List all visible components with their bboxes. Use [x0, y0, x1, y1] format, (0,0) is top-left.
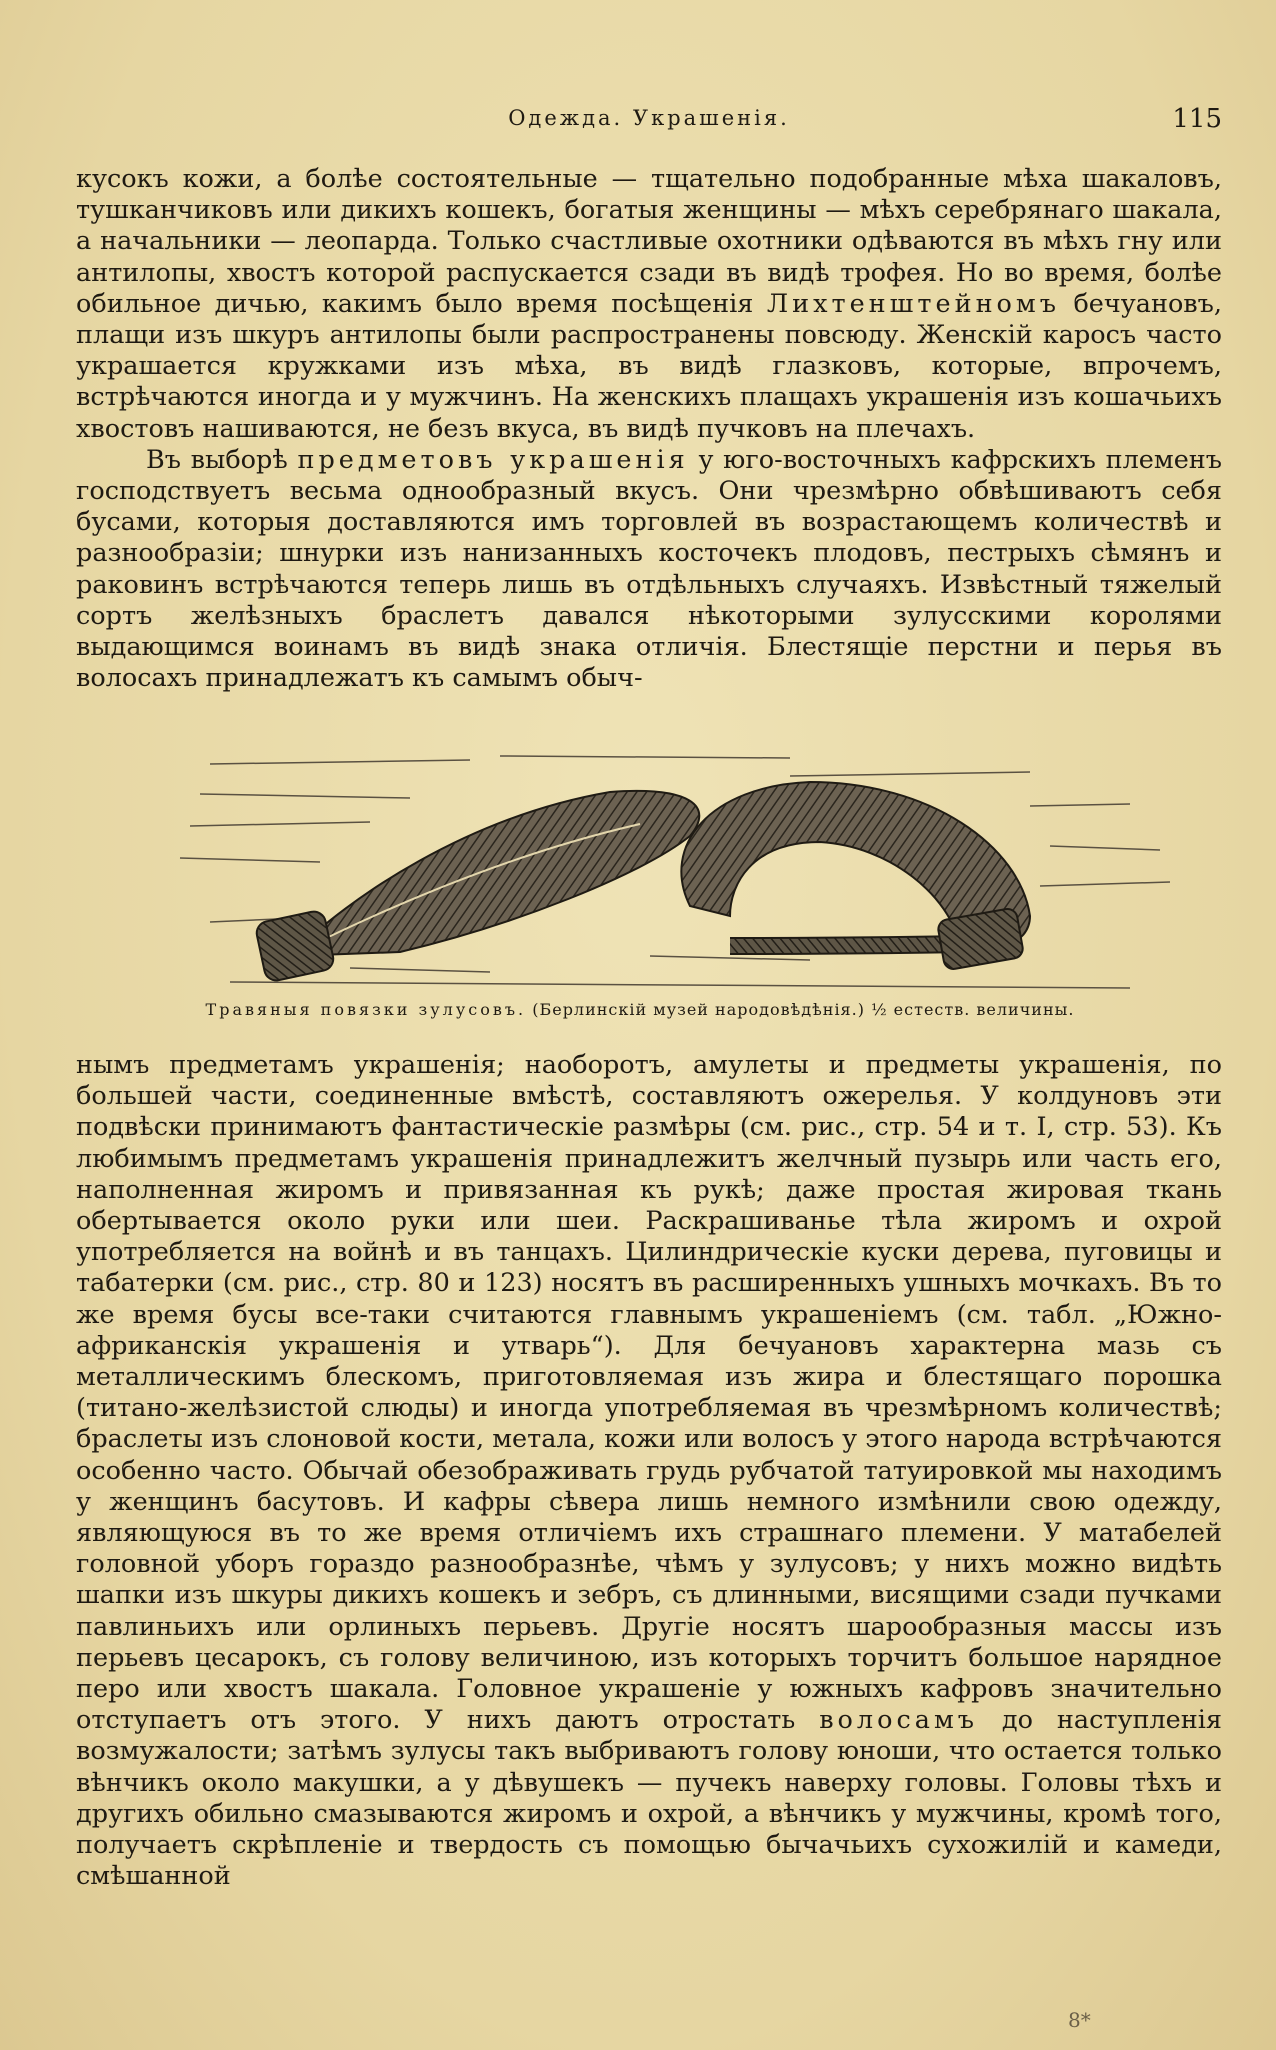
caption-source: (Берлинскій музей народовѣдѣнія.)	[532, 1000, 865, 1019]
text-run: у юго-восточныхъ кафрскихъ племенъ господствуетъ весьма однообразный вкусъ. Они чрезмѣрно обвѣшиваютъ себя бусами, которыя доставляются имъ торговлей въ возрастающемъ количествѣ и разнообразіи; шнурки изъ нанизанныхъ косточекъ плодовъ, пестрыхъ сѣмянъ и раковинъ встрѣчаются теперь лишь въ отдѣльныхъ случаяхъ. Извѣстный тяжелый сортъ желѣзныхъ браслетъ давался нѣкоторыми зулусскими королями выдающимся воинамъ въ видѣ знака отличія. Блестящіе перстни и перья въ волосахъ принадлежатъ къ самымъ обыч-	[76, 444, 1223, 694]
caption-scale: ½ естеств. величины.	[871, 1000, 1075, 1019]
text-block-bottom	[76, 1050, 1222, 1892]
paragraph	[76, 164, 1222, 445]
figure-caption	[120, 1000, 1160, 1019]
left-grass-band	[255, 791, 700, 983]
text-run: Въ выборѣ	[146, 444, 298, 475]
text-run: бечуановъ, плащи изъ шкуръ антилопы были распространены повсюду. Женскій каросъ часто украшается кружками изъ мѣха, въ видѣ глазковъ, которые, впрочемъ, встрѣчаются иногда и у мужчинъ. На женскихъ плащахъ украшенія изъ кошачьихъ хвостовъ нашиваются, не безъ вкуса, въ видѣ пучковъ на плечахъ.	[76, 288, 1222, 444]
running-head	[76, 104, 1222, 138]
text-run-spaced: волосамъ	[819, 1705, 979, 1736]
signature-mark: 8*	[1068, 2008, 1091, 2032]
text-run-spaced: Лихтенштейномъ	[766, 288, 1060, 319]
running-title: Одежда. Украшенія.	[508, 106, 790, 130]
page-number: 115	[1172, 104, 1222, 134]
text-run: кусокъ кожи, а болѣе состоятельные — тщательно подобранные мѣха шакаловъ, тушканчиковъ или дикихъ кошекъ, богатыя женщины — мѣхъ серебрянаго шакала, а начальники — леопарда. Только счастливые охотники одѣваются въ мѣхъ гну или антилопы, хвостъ которой распускается сзади въ видѣ трофея. Но во время, болѣе обильное дичью, какимъ было время посѣщенія	[76, 164, 1222, 319]
text-run-spaced: предметовъ украшенія	[297, 444, 689, 475]
caption-label: Травяныя повязки зулусовъ.	[205, 1000, 527, 1019]
figure-grass-bands	[170, 746, 1180, 1002]
right-grass-band	[681, 782, 1030, 971]
paragraph	[76, 1050, 1222, 1892]
text-run: нымъ предметамъ украшенія; наоборотъ, амулеты и предметы украшенія, по большей части, соединенные вмѣстѣ, составляютъ ожерелья. У колдуновъ эти подвѣски принимаютъ фантастическіе размѣры (см. рис., стр. 54 и т. I, стр. 53). Къ любимымъ предметамъ украшенія принадлежитъ желчный пузырь или часть его, наполненная жиромъ и привязанная къ рукѣ; даже простая жировая ткань обертывается около руки или шеи. Раскрашиванье тѣла жиромъ и охрой употребляется на войнѣ и въ танцахъ. Цилиндрическіе куски дерева, пуговицы и табатерки (см. рис., стр. 80 и 123) носятъ въ расширенныхъ ушныхъ мочкахъ. Въ то же время бусы все-таки считаются главнымъ украшеніемъ (см. табл. „Южно-африканскія украшенія и утварь“). Для бечуановъ характерна мазь съ металлическимъ блескомъ, приготовляемая изъ жира и блестящаго порошка (титано-желѣзистой слюды) и иногда употребляемая въ чрезмѣрномъ количествѣ; браслеты изъ слоновой кости, метала, кожи или волосъ у этого народа встрѣчаются особенно часто. Обычай обезображивать грудь рубчатой татуировкой мы находимъ у женщинъ басутовъ. И кафры сѣвера лишь немного измѣнили свою одежду, являющуюся въ то же время отличіемъ ихъ страшнаго племени. У матабелей головной уборъ гораздо разнообразнѣе, чѣмъ у зулусовъ; у нихъ можно видѣть шапки изъ шкуры дикихъ кошекъ и зебръ, съ длинными, висящими сзади пучками павлиньихъ или орлиныхъ перьевъ. Другіе носятъ шарообразныя массы изъ перьевъ цесарокъ, съ голову величиною, изъ которыхъ торчитъ большое нарядное перо или хвостъ шакала. Головное украшеніе у южныхъ кафровъ значительно отступаетъ отъ этого. У нихъ даютъ отростать	[76, 1050, 1222, 1736]
paragraph	[76, 445, 1222, 695]
engraving-illustration	[170, 746, 1180, 1002]
text-block-top	[76, 164, 1222, 694]
text-run: до наступленія возмужалости; затѣмъ зулусы такъ выбриваютъ голову юноши, что остается только вѣнчикъ около макушки, а у дѣвушекъ — пучекъ наверху головы. Головы тѣхъ и другихъ обильно смазываются жиромъ и охрой, а вѣнчикъ у мужчины, кромѣ того, получаетъ скрѣпленіе и твердость съ помощью бычачьихъ сухожилій и камеди, смѣшанной	[76, 1705, 1222, 1892]
